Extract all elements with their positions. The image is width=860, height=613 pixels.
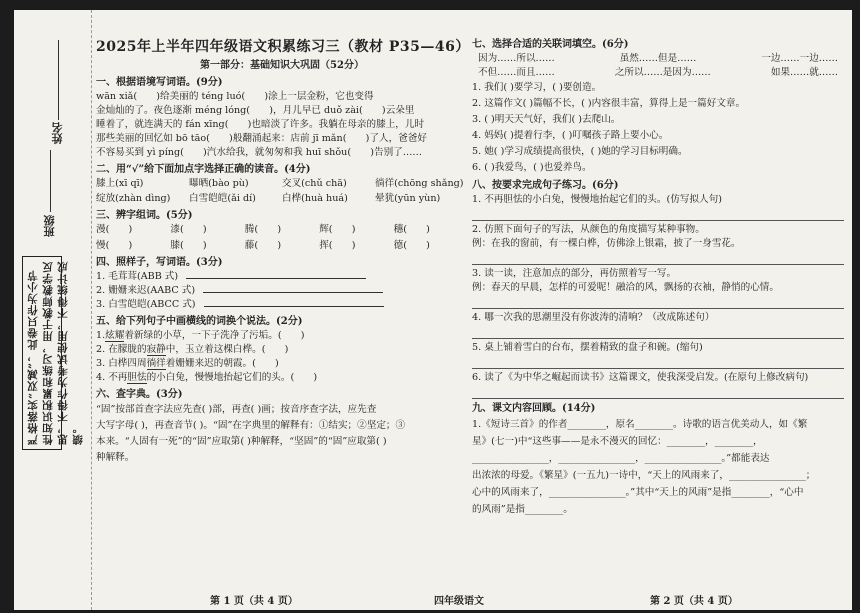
q5-blank[interactable]: ( ) (277, 330, 305, 341)
q8-item: 4. 哪一次我的思潮里没有你波涛的清响？（改成陈述句） (472, 312, 715, 323)
q1-blank[interactable]: ( ) (224, 119, 252, 130)
q5-item (96, 371, 468, 385)
q3-blank[interactable]: ( ) (254, 224, 282, 235)
q5-underlined-word: 胆怯 (127, 372, 147, 383)
q3-blank[interactable]: ( ) (179, 224, 207, 235)
q1-text: 金灿灿的了。夜色逐渐 méng lóng (96, 105, 247, 116)
q6-heading: 六、查字典。(3分) (96, 389, 183, 400)
name-line (58, 40, 59, 120)
q3-char: 腾 (244, 224, 255, 235)
footer-subject: 四年级语文 (434, 596, 484, 607)
q3-char: 德 (393, 240, 404, 251)
q7-item: 6. ( )我爱鸟，( )也爱养鸟。 (472, 162, 592, 173)
class-label: 班级 (43, 215, 56, 237)
q3-cell (394, 239, 468, 253)
q4-text: 1. 毛茸茸(ABB 式) (96, 271, 179, 282)
q6-line: 大写字母( )，再查音节( )。“固”在字典里的解释有：①结实；②坚定；③ (96, 420, 406, 431)
q5-text: 着新绿的小草，一下子洗净了污垢。 (124, 330, 278, 341)
q5-blank[interactable]: ( ) (290, 372, 318, 383)
footer-page2: 第 2 页（共 4 页） (650, 596, 738, 607)
q1-text: 也暗淡了许多。我躺在母亲的膝上，儿时 (251, 119, 425, 130)
q4-item (96, 270, 468, 284)
q5-item (96, 357, 468, 371)
q3-row2 (96, 239, 468, 253)
q7-item: 4. 妈妈( )提着行李，( )叮嘱孩子路上要小心。 (472, 130, 669, 141)
q5-text: 着姗姗来迟的朝霞。 (165, 358, 253, 369)
q7-body (472, 80, 844, 176)
q5-text: 中，玉立着这棵白桦。 (165, 344, 262, 355)
q4-item (96, 298, 468, 312)
q3-char: 漆 (170, 224, 180, 235)
q3-char: 穗 (393, 224, 404, 235)
q1-text: 不容易买到 yì píng (96, 147, 181, 158)
name-label: 姓名 (51, 122, 64, 144)
q8-answer-line[interactable] (472, 252, 844, 265)
q7-option-row (472, 66, 844, 80)
q1-text: 给美丽的 téng luó (160, 91, 242, 102)
q5-heading: 五、给下列句子中画横线的词换个说法。(2分) (96, 316, 303, 327)
q9-line: ________________，________________，________________。”都能表达 (472, 453, 770, 464)
q4-answer-line[interactable] (186, 270, 366, 279)
q3-cell (394, 223, 468, 237)
footer-page1: 第 1 页（共 4 页） (210, 596, 298, 607)
q3-char: 辉 (319, 224, 329, 235)
q8-item: 2. 仿照下面句子的写法，从颜色的角度描写某种事物。 (472, 224, 705, 235)
q1-text: 般翻涌起来：店前 jī mǎn (232, 133, 343, 144)
q1-line (96, 104, 468, 118)
q5-text: 4. 不再 (96, 372, 128, 383)
q3-char: 慢 (96, 240, 106, 251)
q5-underlined-word: 徜徉 (146, 358, 166, 369)
q2-item: 白桦(huà huá) (282, 193, 348, 204)
q2-item: 绽放(zhàn dìng) (96, 193, 171, 204)
q3-char: 藤 (244, 240, 255, 251)
q2-item: 交叉(chǔ chā) (282, 178, 347, 189)
notice-box: 严格落实“双减”，此卷只作为小节性知识积累和练习，用于教师教学反思，不得作为考试使用，不得统计成绩。 (22, 256, 62, 450)
q1-line (96, 132, 468, 146)
q1-blank[interactable]: ( ) (133, 91, 161, 102)
q3-blank[interactable]: ( ) (179, 240, 207, 251)
q8-answer-line[interactable] (472, 356, 844, 369)
q9-line: 出浓浓的母爱。《繁星》(一五九)一诗中，“天上的风雨来了，________________； (472, 470, 816, 481)
q3-blank[interactable]: ( ) (403, 224, 430, 235)
q7-option-row (472, 52, 844, 66)
part1-heading: 第一部分：基础知识大巩固（52分） (200, 60, 364, 71)
q5-blank[interactable]: ( ) (261, 344, 289, 355)
q1-line (96, 146, 468, 160)
q3-cell (319, 239, 393, 253)
q8-body (472, 193, 844, 399)
q3-cell (170, 239, 244, 253)
q7-option: 因为……所以…… (478, 53, 555, 64)
q1-text: 告别了…… (374, 147, 422, 158)
q7-item: 1. 我们( )要学习，( )要创造。 (472, 82, 602, 93)
q3-cell (96, 223, 170, 237)
q1-blank[interactable]: ( ) (206, 133, 233, 144)
q1-text: 汽水给我，就匆匆和我 huī shǒu (206, 147, 348, 158)
q8-answer-line[interactable] (472, 326, 844, 339)
q3-blank[interactable]: ( ) (105, 240, 133, 251)
q9-heading: 九、课文内容回顾。(14分) (472, 403, 596, 414)
q4-text: 2. 姗姗来迟(AABC 式) (96, 285, 196, 296)
q8-item: 例：在我的窗前，有一棵白桦，仿佛涂上银霜，披了一身雪花。 (472, 238, 741, 249)
q1-text: 了人，爸爸好 (369, 133, 427, 144)
q8-item: 例：春天的早晨，怎样的可爱呢！融洽的风，飘扬的衣袖，静悄的心情。 (472, 282, 779, 293)
q1-blank[interactable]: ( ) (342, 133, 370, 144)
q3-blank[interactable]: ( ) (328, 240, 356, 251)
q9-line: 1.《短诗三首》的作者________，原名________。诗歌的语言优美动人，如《繁 (472, 419, 808, 430)
q1-text: 那些美丽的回忆如 bō tāo (96, 133, 207, 144)
q1-line (96, 90, 468, 104)
q3-cell (245, 239, 319, 253)
q7-option: 一边……一边…… (761, 53, 838, 64)
q7-option: 如果……就…… (770, 67, 838, 78)
q3-char: 膝 (170, 240, 180, 251)
q2-heading: 二、用“√”给下面加点字选择正确的读音。(4分) (96, 164, 311, 175)
binding-margin (14, 10, 92, 610)
q4-answer-line[interactable] (204, 298, 384, 307)
q3-blank[interactable]: ( ) (105, 224, 133, 235)
q1-heading: 一、根据语境写词语。(9分) (96, 77, 223, 88)
q3-blank[interactable]: ( ) (328, 224, 356, 235)
q6-line: 种解释。 (96, 452, 135, 463)
q9-line: 星》(七一)中“这些事——是永不漫灭的回忆：________，________， (472, 436, 763, 447)
q4-item (96, 284, 468, 298)
q3-blank[interactable]: ( ) (254, 240, 282, 251)
q4-answer-line[interactable] (203, 284, 383, 293)
q2-item: 徜徉(chōng shǎng) (375, 178, 464, 189)
q2-item: 曝晒(bào pù) (189, 178, 249, 189)
q1-line (96, 118, 468, 132)
q6-line: 本来。“人固有一死”的“固”应取第( )种解释，“坚固”的“固”应取第( ) (96, 436, 387, 447)
q5-underlined-word: 寂静 (146, 344, 166, 355)
q1-text: ，月儿早已 duǒ zài (272, 105, 359, 116)
q4-heading: 四、照样子，写词语。(3分) (96, 257, 223, 268)
q7-options (472, 52, 844, 80)
q6-line: “固”按部首查字法应先查( )部，再查( )画；按音序查字法，应先查 (96, 404, 377, 415)
q7-item: 2. 这篇作文( )篇幅不长，( )内容很丰富，算得上是一篇好文章。 (472, 98, 746, 109)
q4-text: 3. 白雪皑皑(ABCC 式) (96, 299, 196, 310)
q1-text: 涂上一层金粉，它也变得 (268, 91, 374, 102)
q8-item: 5. 桌上铺着雪白的台布，摆着精致的盘子和碗。(缩句) (472, 342, 703, 353)
q8-answer-line[interactable] (472, 208, 844, 221)
q3-cell (319, 223, 393, 237)
q5-blank[interactable]: ( ) (252, 358, 279, 369)
q4-body (96, 270, 468, 312)
q3-cell (170, 223, 244, 237)
q5-underlined-word: 炫耀 (105, 330, 125, 341)
q9-line: 心中的风雨来了，________________。”其中“天上的风雨”是指________，“心中 (472, 487, 804, 498)
q9-body (472, 416, 844, 518)
q5-body (96, 329, 468, 385)
q9-line: 的风雨”是指________。 (472, 504, 573, 515)
q1-blank[interactable]: ( ) (241, 91, 269, 102)
q8-answer-line[interactable] (472, 386, 844, 399)
q5-text: 的小白兔，慢慢地抬起它们的头。 (146, 372, 291, 383)
q2-body (96, 177, 468, 206)
q2-item: 膝上(xī qī) (96, 178, 144, 189)
q1-blank[interactable]: ( ) (359, 105, 386, 116)
q7-item: 5. 她( )学习成绩提高很快，( )她的学习目标明确。 (472, 146, 688, 157)
q8-heading: 八、按要求完成句子练习。(6分) (472, 180, 619, 191)
q3-cell (245, 223, 319, 237)
right-column (472, 10, 844, 518)
q8-item: 6. 读了《为中华之崛起而读书》这篇课文，使我深受启发。(在原句上修改病句) (472, 372, 809, 383)
q5-text: 1. (96, 330, 106, 341)
q5-text: 3. 白桦四周 (96, 358, 147, 369)
exam-sheet (14, 10, 852, 610)
q2-item: 晕犹(yūn yùn) (375, 193, 441, 204)
q1-text: 睡着了，就连满天的 fán xīng (96, 119, 225, 130)
q5-text: 2. 在朦胧的 (96, 344, 147, 355)
page-title: 2025年上半年四年级语文积累练习三（教材 P35—46） (96, 39, 470, 55)
q6-body (96, 402, 468, 466)
q1-blank[interactable]: ( ) (246, 105, 273, 116)
q1-body (96, 90, 468, 160)
q1-blank[interactable]: ( ) (347, 147, 374, 158)
left-column (96, 10, 468, 466)
q1-text: 云朵里 (385, 105, 415, 116)
q3-char: 漫 (96, 224, 106, 235)
q7-item: 3. ( )明天天气好，我们( )去爬山。 (472, 114, 621, 125)
q8-item: 3. 读一读，注意加点的部分，再仿照着写一写。 (472, 268, 677, 279)
q1-blank[interactable]: ( ) (180, 147, 207, 158)
q3-char: 挥 (319, 240, 329, 251)
q2-item: 白雪皑皑(ǎi dí) (189, 193, 256, 204)
q7-option: 不但……而且…… (478, 67, 555, 78)
q8-item: 1. 不再胆怯的小白兔，慢慢地抬起它们的头。(仿写拟人句) (472, 194, 722, 205)
q3-blank[interactable]: ( ) (403, 240, 430, 251)
q7-option: 之所以……是因为…… (614, 67, 711, 78)
q5-item (96, 329, 468, 343)
q1-text: wān xiǎ (96, 91, 134, 102)
q3-heading: 三、辨字组词。(5分) (96, 210, 193, 221)
class-line (50, 150, 51, 212)
q8-answer-line[interactable] (472, 296, 844, 309)
q3-row1 (96, 223, 468, 237)
q7-option: 虽然……但是…… (619, 53, 697, 64)
q7-heading: 七、选择合适的关联词填空。(6分) (472, 39, 629, 50)
q5-item (96, 343, 468, 357)
q3-cell (96, 239, 170, 253)
